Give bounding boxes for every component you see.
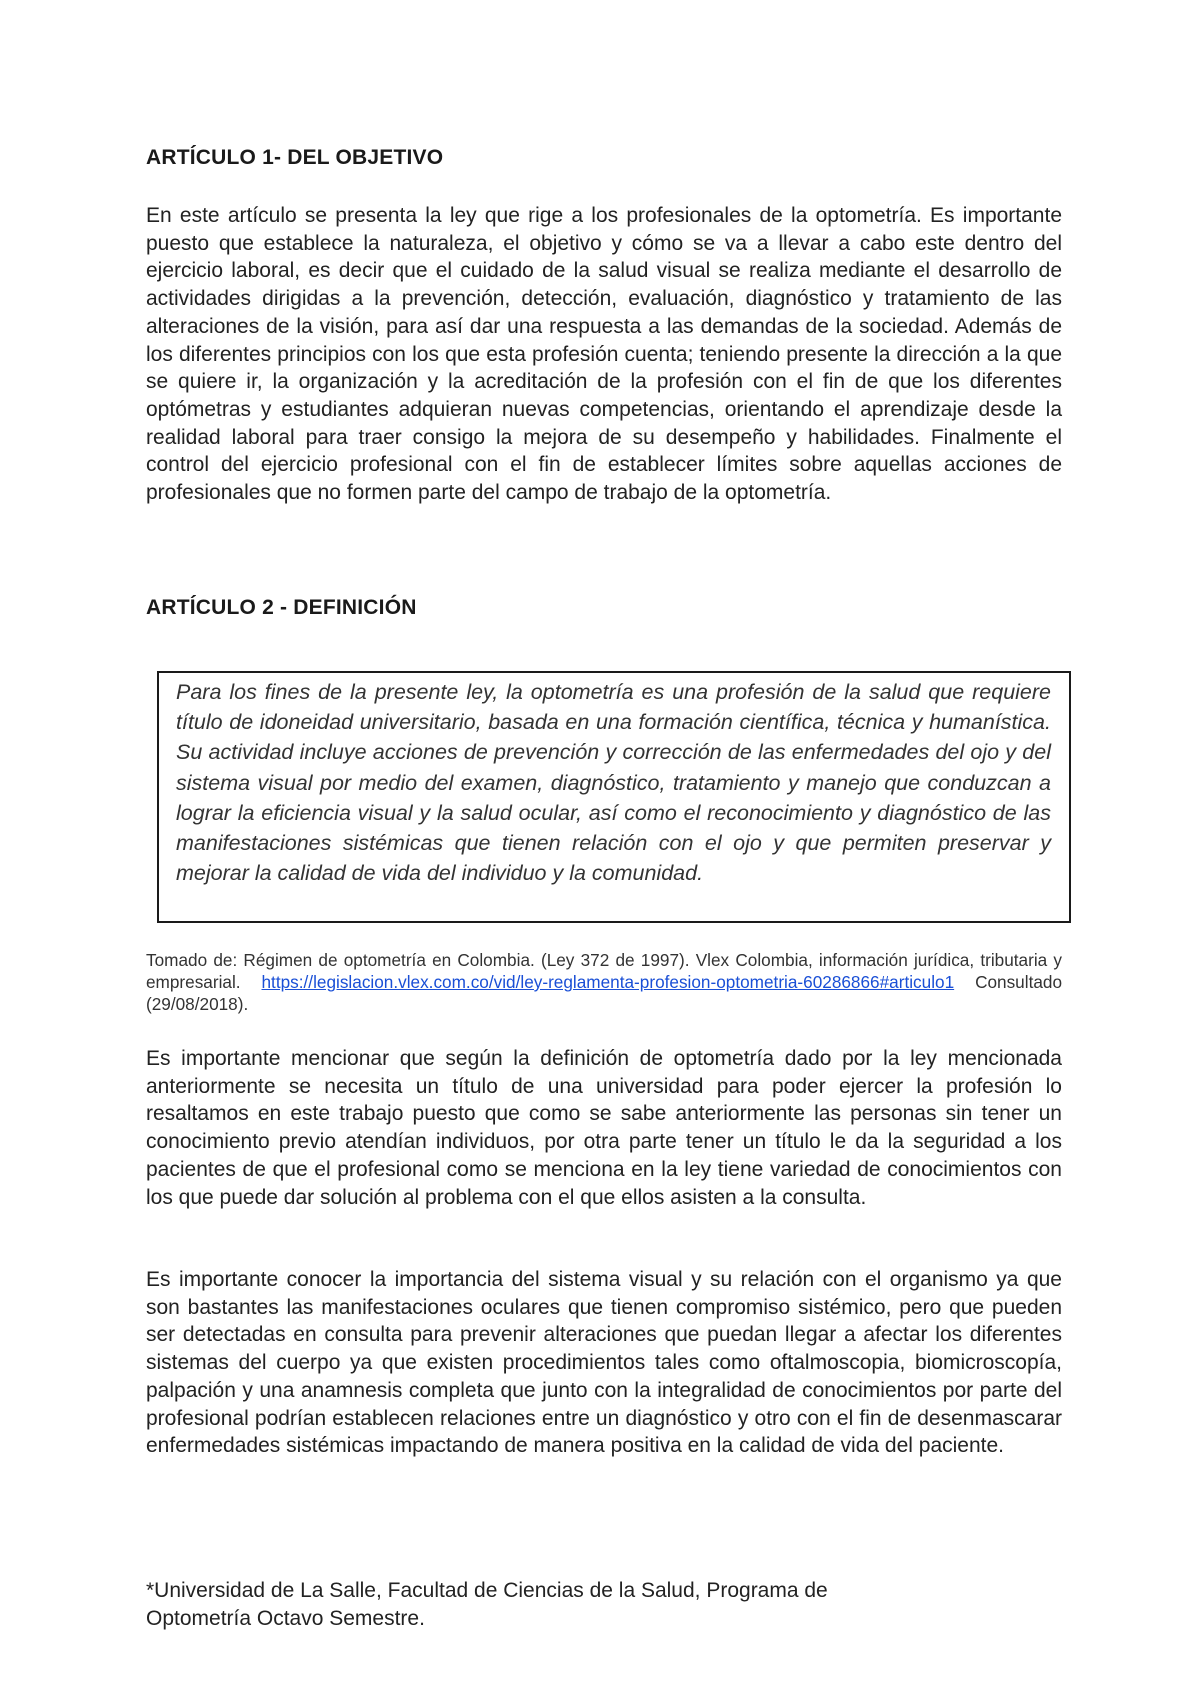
article-2-heading: ARTÍCULO 2 - DEFINICIÓN <box>146 596 417 619</box>
article-1-body: En este artículo se presenta la ley que rige a los profesionales de la optometría. Es importante puesto que establece la naturaleza, el objetivo y cómo se va a llevar a cabo este dentro del ejercicio laboral, es decir que el cuidado de la salud visual se realiza mediante el desarrollo de actividades dirigidas a la prevención, detección, evaluación, diagnóstico y tratamiento de las alteraciones de la visión, para así dar una respuesta a las demandas de la sociedad. Además de los diferentes principios con los que esta profesión cuenta; teniendo presente la dirección a la que se quiere ir, la organización y la acreditación de la profesión con el fin de que los diferentes optómetras y estudiantes adquieran nuevas competencias, orientando el aprendizaje desde la realidad laboral para traer consigo la mejora de su desempeño y habilidades. Finalmente el control del ejercicio profesional con el fin de establecer límites sobre aquellas acciones de profesionales que no formen parte del campo de trabajo de la optometría. <box>146 204 1062 505</box>
paragraph-degree-requirement: Es importante mencionar que según la definición de optometría dado por la ley mencionada anteriormente se necesita un título de una universidad para poder ejercer la profesión lo resaltamos en este trabajo puesto que como se sabe anteriormente las personas sin tener un conocimiento previo atendían individuos, por otra parte tener un título le da la seguridad a los pacientes de que el profesional como se menciona en la ley tiene variedad de conocimientos con los que puede dar solución al problema con el que ellos asisten a la consulta. <box>146 1047 1062 1209</box>
law-quote-box <box>157 671 1071 923</box>
paragraph-visual-system: Es importante conocer la importancia del sistema visual y su relación con el organismo ya que son bastantes las manifestaciones oculares que tienen compromiso sistémico, pero que pueden ser detectadas en consulta para prevenir alteraciones que puedan llegar a afectar los diferentes sistemas del cuerpo ya que existen procedimientos tales como oftalmoscopia, biomicroscopía, palpación y una anamnesis completa que junto con la integralidad de conocimientos por parte del profesional podrían establecen relaciones entre un diagnóstico y otro con el fin de desenmascarar enfermedades sistémicas impactando de manera positiva en la calidad de vida del paciente. <box>146 1268 1062 1458</box>
footer-affiliation-line-2: Optometría Octavo Semestre. <box>146 1606 425 1630</box>
source-citation-text: Tomado de: Régimen de optometría en Colombia. (Ley 372 de 1997). Vlex Colombia, información jurídica, tributaria y empresarial. <box>146 950 1062 992</box>
source-citation <box>146 949 1062 1015</box>
article-1-heading: ARTÍCULO 1- DEL OBJETIVO <box>146 146 444 169</box>
law-definition-quote: Para los fines de la presente ley, la optometría es una profesión de la salud que requiere título de idoneidad universitario, basada en una formación científica, técnica y humanística. Su actividad incluye acciones de prevención y corrección de las enfermedades del ojo y del sistema visual por medio del examen, diagnóstico, tratamiento y manejo que conduzcan a lograr la eficiencia visual y la salud ocular, así como el reconocimiento y diagnóstico de las manifestaciones sistémicas que tienen relación con el ojo y que permiten preservar y mejorar la calidad de vida del individuo y la comunidad. <box>176 680 1051 886</box>
source-link[interactable]: https://legislacion.vlex.com.co/vid/ley-reglamenta-profesion-optometria-60286866#articulo1 <box>261 972 955 992</box>
footer-affiliation-line-1: *Universidad de La Salle, Facultad de Ciencias de la Salud, Programa de <box>146 1579 828 1602</box>
footer-affiliation <box>146 1577 1046 1632</box>
source-consulted-date: Consultado (29/08/2018). <box>146 972 1063 1014</box>
